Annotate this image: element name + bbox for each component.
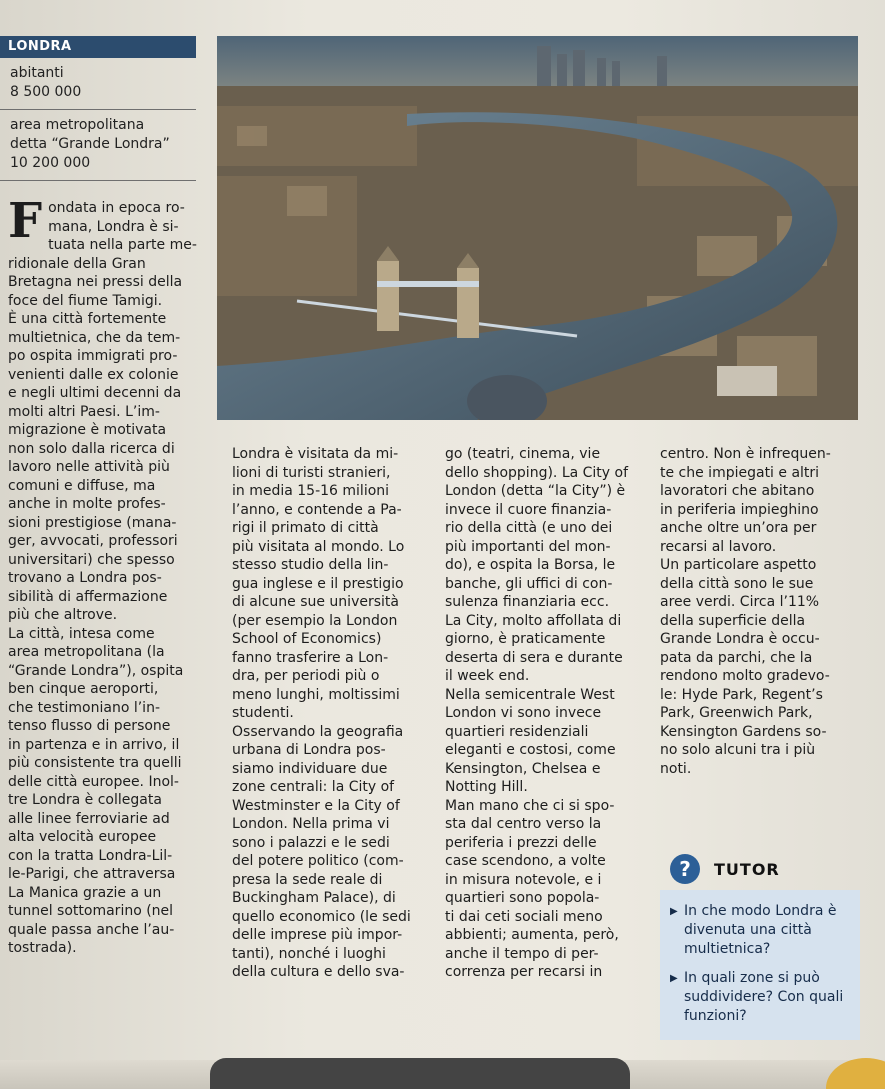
column-1-lines [8,193,204,958]
population-value: 8 500 000 [10,84,82,100]
text-line: London vi sono invece [445,705,602,721]
text-line: venienti dalle ex colonie [8,366,179,383]
drop-cap: F [8,193,43,249]
tutor-title: TUTOR [714,859,780,879]
text-line: non solo dalla ricerca di [8,440,175,457]
text-line: alle linee ferroviarie ad [8,810,170,827]
text-line: urbana di Londra pos- [232,742,386,758]
text-line: mana, Londra è si- [48,218,179,235]
text-line: anche il tempo di per- [445,945,599,962]
tutor-question-text: In che modo Londra è divenuta una città multietnica? [684,903,837,957]
text-line: “Grande Londra”), ospita [8,662,184,679]
tutor-section [660,852,860,1040]
text-line: Kensington Gardens so- [660,723,827,740]
triangle-bullet-icon: ▶ [670,906,678,917]
text-line: (per esempio la London [232,612,398,629]
text-line: con la tratta Londra-Lil- [8,847,173,864]
text-line: rio della città (e uno dei [445,520,613,536]
text-line: È una città fortemente [8,311,167,327]
text-line: Bretagna nei pressi della [8,274,183,290]
text-line: giorno, è praticamente [445,631,606,647]
text-line: Kensington, Chelsea e [445,760,601,777]
text-line: alta velocità europee [8,829,157,845]
text-line: più che altrove. [8,607,118,623]
info-box-title: LONDRA [0,36,196,58]
text-line: universitari) che spesso [8,551,175,568]
text-line: centro. Non è infrequen- [660,446,831,462]
text-line: ben cinque aeroporti, [8,681,159,697]
text-line: Notting Hill. [445,779,528,795]
text-line: che testimoniano l’in- [8,699,160,716]
text-line: London. Nella prima vi [232,816,390,832]
text-line: te che impiegati e altri [660,464,820,481]
text-line: La City, molto affollata di [445,612,622,629]
text-column-1 [8,193,204,958]
text-line: London (detta “la City”) è [445,483,626,499]
text-line: eleganti e costosi, come [445,742,616,758]
metro-area-block [0,110,196,181]
metro-area-value: 10 200 000 [10,155,91,171]
text-line: dello shopping). La City of [445,464,629,481]
text-line: quello economico (le sedi [232,908,411,925]
tutor-header [660,852,860,886]
text-line: il week end. [445,668,530,684]
text-line: delle città europee. Inol- [8,773,179,790]
text-line: quartieri sono popola- [445,890,600,906]
text-line: do), e ospita la Borsa, le [445,557,616,573]
text-line: periferia i prezzi delle [445,834,597,851]
text-line: po ospita immigrati pro- [8,348,178,364]
text-line: sono i palazzi e le sedi [232,834,390,851]
text-line: presa la sede reale di [232,871,383,888]
text-line: Londra è visitata da mi- [232,446,399,462]
text-line: più consistente tra quelli [8,755,182,771]
text-line: ondata in epoca ro- [48,200,185,216]
text-line: più importanti del mon- [445,538,611,555]
text-line: fanno trasferire a Lon- [232,649,389,666]
text-line: Nella semicentrale West [445,686,615,703]
text-line: dra, per periodi più o [232,668,380,684]
text-line: foce del fiume Tamigi. [8,292,163,309]
text-line: della superficie della [660,612,806,629]
text-line: aree verdi. Circa l’11% [660,594,820,610]
text-line: tanti), nonché i luoghi [232,945,386,962]
text-line: noti. [660,760,692,777]
tutor-question-text: In quali zone si può suddividere? Con quali funzioni? [684,970,844,1024]
text-column-4 [660,445,856,778]
text-line: case scendono, a volte [445,853,606,869]
text-line: trovano a Londra pos- [8,570,162,586]
text-line: anche oltre un’ora per [660,520,817,536]
column-4-lines [660,445,856,778]
text-line: correnza per recarsi in [445,964,603,980]
text-line: anche in molte profes- [8,496,166,512]
text-line: delle imprese più impor- [232,927,403,943]
text-line: della cultura e dello sva- [232,964,405,980]
text-line: tunnel sottomarino (nel [8,903,174,919]
text-line: go (teatri, cinema, vie [445,446,601,462]
text-line: La città, intesa come [8,625,155,642]
text-line: siamo individuare due [232,760,388,777]
text-line: School of Economics) [232,631,382,647]
text-line: quale passa anche l’au- [8,921,175,938]
text-line: Un particolare aspetto [660,557,817,573]
text-line: area metropolitana (la [8,644,165,660]
tutor-question [670,969,852,1026]
text-line: tenso flusso di persone [8,718,171,734]
text-line: ridionale della Gran [8,255,146,272]
text-line: sibilità di affermazione [8,588,168,605]
text-line: lavoratori che abitano [660,483,815,499]
text-line: sioni prestigiose (mana- [8,514,177,531]
text-line: tuata nella parte me- [48,237,197,253]
text-line: sta dal centro verso la [445,816,602,832]
text-line: l’anno, e contende a Pa- [232,501,402,518]
text-line: gua inglese e il prestigio [232,575,404,592]
text-line: pata da parchi, che la [660,649,813,666]
text-line: della città sono le sue [660,575,814,592]
text-line: zone centrali: la City of [232,779,395,795]
text-line: tostrada). [8,940,77,956]
text-line: tre Londra è collegata [8,792,162,808]
text-line: lioni di turisti stranieri, [232,464,391,481]
text-line: invece il cuore finanzia- [445,501,612,518]
text-line: Osservando la geografia [232,723,404,740]
column-3-lines [445,445,645,982]
text-line: migrazione è motivata [8,422,167,438]
metro-area-label-1: area metropolitana [10,117,145,133]
city-info-box [0,36,196,181]
text-line: le-Parigi, che attraversa [8,866,176,882]
text-line: recarsi al lavoro. [660,538,777,555]
text-line: le: Hyde Park, Regent’s [660,686,823,703]
london-skyline-illustration [217,36,858,420]
metro-area-label-2: detta “Grande Londra” [10,136,170,152]
text-line: stesso studio della lin- [232,557,389,573]
text-line: Grande Londra è occu- [660,631,820,647]
tutor-questions-box [660,890,860,1040]
text-line: in periferia impieghino [660,501,819,518]
text-line: rigi il primato di città [232,520,379,536]
text-line: di alcune sue università [232,594,399,610]
text-line: ger, avvocati, professori [8,533,178,549]
text-line: quartieri residenziali [445,723,589,740]
text-line: deserta di sera e durante [445,649,623,666]
triangle-bullet-icon: ▶ [670,973,678,984]
text-line: Man mano che ci si spo- [445,797,615,814]
text-line: in misura notevole, e i [445,871,602,888]
text-line: studenti. [232,705,294,721]
text-line: sulenza finanziaria ecc. [445,594,610,610]
text-line: comuni e diffuse, ma [8,477,156,494]
text-line: multietnica, che da tem- [8,329,181,346]
text-line: La Manica grazie a un [8,884,162,901]
text-line: banche, gli uffici di con- [445,575,613,592]
finger-shadow [210,1058,630,1089]
text-column-3 [445,445,645,982]
text-line: rendono molto gradevo- [660,668,830,684]
text-line: Buckingham Palace), di [232,890,396,906]
text-line: no solo alcuni tra i più [660,742,816,758]
population-block [0,58,196,110]
question-mark-icon: ? [670,854,700,884]
text-line: abbienti; aumenta, però, [445,927,619,943]
text-line: meno lunghi, moltissimi [232,686,400,703]
text-column-2 [232,445,432,982]
text-line: lavoro nelle attività più [8,459,170,475]
text-line: Park, Greenwich Park, [660,705,813,721]
text-line: e negli ultimi decenni da [8,385,182,401]
column-2-lines [232,445,432,982]
text-line: in media 15-16 milioni [232,483,390,499]
text-line: più visitata al mondo. Lo [232,538,405,555]
text-line: Westminster e la City of [232,797,400,814]
text-line: molti altri Paesi. L’im- [8,403,160,420]
text-line: ti dai ceti sociali meno [445,908,603,925]
population-label: abitanti [10,65,64,81]
tutor-question [670,902,852,959]
text-line: del potere politico (com- [232,853,404,869]
text-line: in partenza e in arrivo, il [8,736,180,753]
london-aerial-photo [217,36,858,420]
